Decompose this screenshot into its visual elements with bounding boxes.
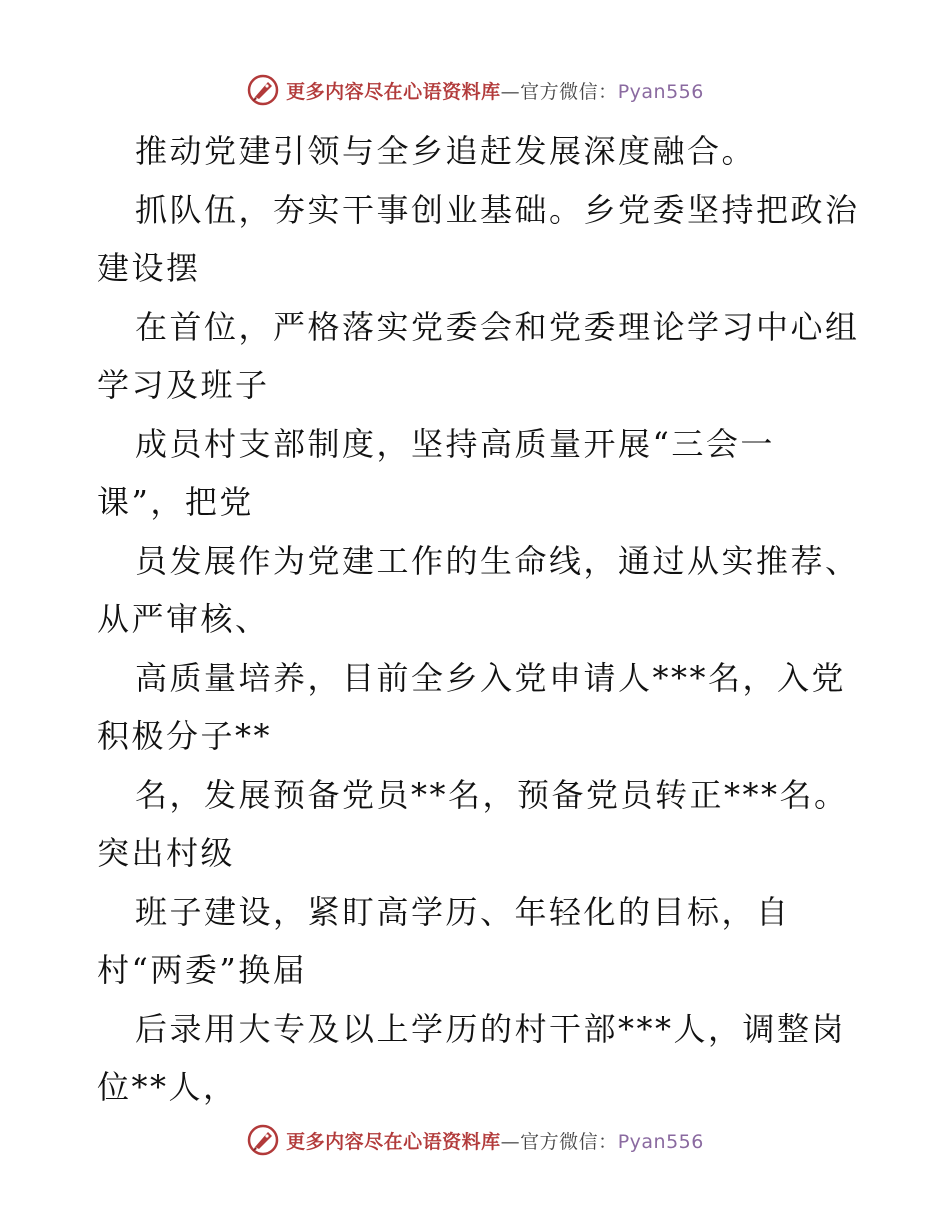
footer-banner-separator: — [500,1130,521,1153]
pen-nib-logo-icon [246,1123,280,1157]
body-line: 从严审核、 [97,600,270,638]
body-line: 课”，把党 [97,483,254,521]
body-line: 在首位，严格落实党委会和党委理论学习中心组 [135,307,860,346]
header-banner-wechat-id: Pyan556 [617,80,704,103]
body-line: 高质量培养，目前全乡入党申请人***名，入党 [135,658,847,697]
footer-banner-main: 更多内容尽在心语资料库 [286,1130,501,1153]
body-line: 员发展作为党建工作的生命线，通过从实推荐、 [135,541,860,580]
body-line: 建设摆 [97,249,201,287]
body-line: 学习及班子 [97,366,270,404]
body-line: 后录用大专及以上学历的村干部***人，调整岗 [135,1009,847,1048]
body-line: 村“两委”换届 [97,951,308,989]
header-banner-text [286,77,704,104]
header-banner-separator: — [500,80,521,103]
body-line: 名，发展预备党员**名，预备党员转正***名。 [135,775,849,814]
body-line: 积极分子** [97,717,273,755]
body-line: 成员村支部制度，坚持高质量开展“三会一 [135,424,775,463]
footer-banner [0,1120,950,1160]
body-line: 抓队伍，夯实干事创业基础。乡党委坚持把政治 [135,190,860,229]
header-banner [0,70,950,110]
header-banner-label: 官方微信： [520,80,618,103]
header-banner-main: 更多内容尽在心语资料库 [286,80,501,103]
footer-banner-label: 官方微信： [520,1130,618,1153]
footer-banner-text [286,1127,704,1154]
body-line: 位**人， [97,1068,238,1106]
document-body [97,122,867,1117]
footer-banner-wechat-id: Pyan556 [617,1130,704,1153]
body-line: 推动党建引领与全乡追赶发展深度融合。 [135,132,757,170]
pen-nib-logo-icon [246,73,280,107]
body-line: 突出村级 [97,834,236,872]
body-line: 班子建设，紧盯高学历、年轻化的目标，自 [135,892,791,931]
